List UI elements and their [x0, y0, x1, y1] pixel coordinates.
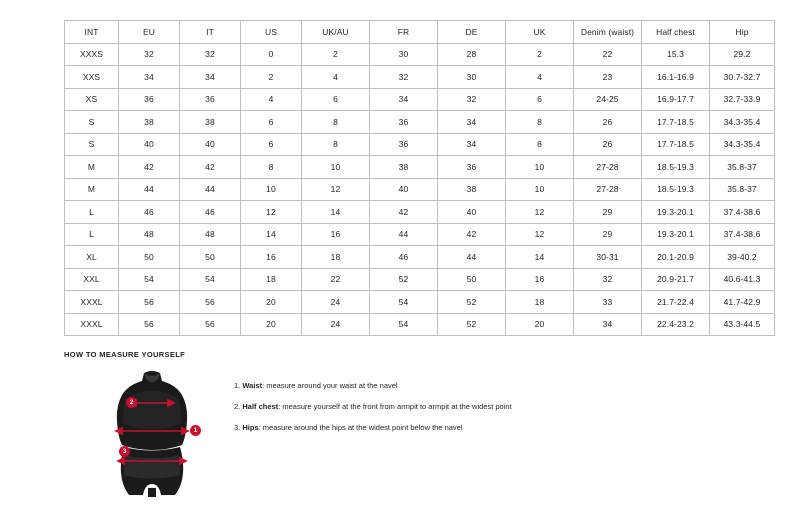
cell-int: M [65, 156, 119, 179]
cell-de: 40 [438, 201, 506, 224]
cell-uk: 4 [506, 66, 574, 89]
cell-it: 50 [180, 246, 241, 269]
column-header-it: IT [180, 21, 241, 44]
cell-fr: 54 [370, 291, 438, 314]
cell-hip: 37.4-38.6 [710, 223, 775, 246]
column-header-fr: FR [370, 21, 438, 44]
cell-it: 48 [180, 223, 241, 246]
cell-hip: 43.3-44.5 [710, 313, 775, 336]
cell-fr: 36 [370, 133, 438, 156]
cell-denim-waist: 34 [574, 313, 642, 336]
table-row [65, 88, 775, 111]
cell-uk: 14 [506, 246, 574, 269]
cell-hip: 34.3-35.4 [710, 111, 775, 134]
column-header-half-chest: Half chest [642, 21, 710, 44]
column-header-hip: Hip [710, 21, 775, 44]
cell-de: 44 [438, 246, 506, 269]
cell-half-chest: 18.5-19.3 [642, 156, 710, 179]
table-row [65, 223, 775, 246]
cell-fr: 44 [370, 223, 438, 246]
cell-fr: 32 [370, 66, 438, 89]
note-text: : measure around the hips at the widest point below the navel [258, 423, 463, 433]
cell-us: 14 [241, 223, 302, 246]
cell-us: 6 [241, 111, 302, 134]
cell-half-chest: 20.9-21.7 [642, 268, 710, 291]
cell-it: 54 [180, 268, 241, 291]
cell-int: XXS [65, 66, 119, 89]
cell-uk: 12 [506, 201, 574, 224]
cell-de: 30 [438, 66, 506, 89]
cell-denim-waist: 30-31 [574, 246, 642, 269]
cell-us: 4 [241, 88, 302, 111]
cell-int: L [65, 223, 119, 246]
note-term: Half chest [242, 402, 279, 412]
cell-int: S [65, 133, 119, 156]
cell-denim-waist: 23 [574, 66, 642, 89]
figure-badge-half-chest: 2 [126, 397, 137, 408]
cell-us: 20 [241, 313, 302, 336]
cell-denim-waist: 26 [574, 111, 642, 134]
cell-int: L [65, 201, 119, 224]
table-row [65, 291, 775, 314]
cell-us: 12 [241, 201, 302, 224]
cell-int: XXL [65, 268, 119, 291]
cell-us: 8 [241, 156, 302, 179]
cell-uk-au: 16 [302, 223, 370, 246]
cell-uk-au: 10 [302, 156, 370, 179]
cell-int: XL [65, 246, 119, 269]
cell-it: 46 [180, 201, 241, 224]
cell-us: 2 [241, 66, 302, 89]
column-header-denim-waist: Denim (waist) [574, 21, 642, 44]
cell-uk-au: 2 [302, 43, 370, 66]
cell-it: 44 [180, 178, 241, 201]
cell-uk: 16 [506, 268, 574, 291]
note-text: : measure around your waist at the navel [262, 381, 398, 390]
how-to-measure-title: HOW TO MEASURE YOURSELF [64, 350, 186, 359]
cell-eu: 54 [119, 268, 180, 291]
cell-us: 18 [241, 268, 302, 291]
measurement-notes [234, 369, 764, 444]
cell-half-chest: 16.1-16.9 [642, 66, 710, 89]
cell-fr: 40 [370, 178, 438, 201]
figure-badge-hips: 3 [119, 446, 130, 457]
cell-half-chest: 15.3 [642, 43, 710, 66]
cell-denim-waist: 27-28 [574, 178, 642, 201]
cell-de: 34 [438, 111, 506, 134]
cell-uk: 12 [506, 223, 574, 246]
cell-uk-au: 8 [302, 133, 370, 156]
note-waist [234, 381, 764, 391]
cell-eu: 40 [119, 133, 180, 156]
note-half-chest [234, 402, 764, 412]
cell-de: 38 [438, 178, 506, 201]
size-chart-container [64, 20, 761, 336]
cell-hip: 30.7-32.7 [710, 66, 775, 89]
cell-fr: 34 [370, 88, 438, 111]
cell-uk-au: 18 [302, 246, 370, 269]
cell-uk: 10 [506, 156, 574, 179]
cell-uk-au: 14 [302, 201, 370, 224]
cell-eu: 56 [119, 291, 180, 314]
table-row [65, 201, 775, 224]
cell-denim-waist: 29 [574, 223, 642, 246]
cell-hip: 29.2 [710, 43, 775, 66]
size-chart-table [64, 20, 775, 336]
cell-uk: 20 [506, 313, 574, 336]
cell-denim-waist: 27-28 [574, 156, 642, 179]
cell-eu: 36 [119, 88, 180, 111]
note-number: 1. [234, 381, 241, 390]
table-row [65, 178, 775, 201]
cell-de: 42 [438, 223, 506, 246]
cell-fr: 30 [370, 43, 438, 66]
table-row [65, 313, 775, 336]
cell-hip: 35.8-37 [710, 156, 775, 179]
figure-badge-waist: 1 [190, 425, 201, 436]
column-header-us: US [241, 21, 302, 44]
cell-fr: 54 [370, 313, 438, 336]
cell-de: 50 [438, 268, 506, 291]
cell-it: 34 [180, 66, 241, 89]
cell-it: 36 [180, 88, 241, 111]
cell-uk-au: 6 [302, 88, 370, 111]
cell-int: XXXL [65, 291, 119, 314]
cell-int: S [65, 111, 119, 134]
cell-de: 52 [438, 313, 506, 336]
column-header-de: DE [438, 21, 506, 44]
cell-eu: 46 [119, 201, 180, 224]
cell-uk: 8 [506, 133, 574, 156]
cell-int: XS [65, 88, 119, 111]
table-row [65, 43, 775, 66]
cell-hip: 34.3-35.4 [710, 133, 775, 156]
cell-int: M [65, 178, 119, 201]
cell-de: 28 [438, 43, 506, 66]
cell-uk: 8 [506, 111, 574, 134]
cell-eu: 48 [119, 223, 180, 246]
table-header [65, 21, 775, 44]
column-header-eu: EU [119, 21, 180, 44]
cell-eu: 56 [119, 313, 180, 336]
cell-fr: 46 [370, 246, 438, 269]
cell-uk-au: 12 [302, 178, 370, 201]
cell-us: 0 [241, 43, 302, 66]
measurement-figure [64, 369, 234, 499]
cell-uk: 6 [506, 88, 574, 111]
cell-fr: 52 [370, 268, 438, 291]
cell-hip: 41.7-42.9 [710, 291, 775, 314]
cell-half-chest: 17.7-18.5 [642, 111, 710, 134]
cell-it: 38 [180, 111, 241, 134]
cell-uk: 2 [506, 43, 574, 66]
cell-us: 16 [241, 246, 302, 269]
cell-uk-au: 24 [302, 313, 370, 336]
note-term: Waist [242, 381, 263, 390]
cell-denim-waist: 26 [574, 133, 642, 156]
cell-half-chest: 17.7-18.5 [642, 133, 710, 156]
cell-uk-au: 4 [302, 66, 370, 89]
table-row [65, 133, 775, 156]
cell-hip: 37.4-38.6 [710, 201, 775, 224]
cell-uk: 10 [506, 178, 574, 201]
cell-half-chest: 18.5-19.3 [642, 178, 710, 201]
cell-eu: 42 [119, 156, 180, 179]
table-row [65, 156, 775, 179]
cell-eu: 38 [119, 111, 180, 134]
how-to-measure-section [64, 350, 764, 499]
cell-it: 56 [180, 291, 241, 314]
cell-de: 34 [438, 133, 506, 156]
cell-int: XXXL [65, 313, 119, 336]
cell-it: 32 [180, 43, 241, 66]
cell-it: 42 [180, 156, 241, 179]
table-row [65, 66, 775, 89]
table-row [65, 246, 775, 269]
cell-denim-waist: 29 [574, 201, 642, 224]
table-row [65, 268, 775, 291]
how-to-measure-body [64, 369, 764, 499]
cell-fr: 38 [370, 156, 438, 179]
note-number: 2. [234, 402, 241, 412]
cell-eu: 50 [119, 246, 180, 269]
cell-half-chest: 22.4-23.2 [642, 313, 710, 336]
cell-hip: 32.7-33.9 [710, 88, 775, 111]
table-body [65, 43, 775, 336]
cell-fr: 42 [370, 201, 438, 224]
cell-hip: 40.6-41.3 [710, 268, 775, 291]
cell-us: 20 [241, 291, 302, 314]
cell-it: 40 [180, 133, 241, 156]
cell-half-chest: 21.7-22.4 [642, 291, 710, 314]
cell-denim-waist: 33 [574, 291, 642, 314]
cell-us: 10 [241, 178, 302, 201]
cell-it: 56 [180, 313, 241, 336]
cell-eu: 34 [119, 66, 180, 89]
cell-uk-au: 24 [302, 291, 370, 314]
note-number: 3. [234, 423, 241, 433]
note-term: Hips [242, 423, 259, 433]
cell-half-chest: 19.3-20.1 [642, 223, 710, 246]
cell-us: 6 [241, 133, 302, 156]
cell-uk: 18 [506, 291, 574, 314]
cell-uk-au: 8 [302, 111, 370, 134]
cell-half-chest: 16.9-17.7 [642, 88, 710, 111]
cell-hip: 39-40.2 [710, 246, 775, 269]
cell-de: 36 [438, 156, 506, 179]
column-header-uk-au: UK/AU [302, 21, 370, 44]
note-text: : measure yourself at the front from armpit to armpit at the widest point [278, 402, 512, 412]
cell-fr: 36 [370, 111, 438, 134]
cell-de: 32 [438, 88, 506, 111]
cell-de: 52 [438, 291, 506, 314]
cell-denim-waist: 24-25 [574, 88, 642, 111]
column-header-uk: UK [506, 21, 574, 44]
cell-half-chest: 20.1-20.9 [642, 246, 710, 269]
cell-hip: 35.8-37 [710, 178, 775, 201]
table-row [65, 111, 775, 134]
note-hips [234, 423, 764, 433]
column-header-int: INT [65, 21, 119, 44]
cell-denim-waist: 22 [574, 43, 642, 66]
cell-half-chest: 19.3-20.1 [642, 201, 710, 224]
table-header-row [65, 21, 775, 44]
cell-int: XXXS [65, 43, 119, 66]
cell-uk-au: 22 [302, 268, 370, 291]
cell-eu: 44 [119, 178, 180, 201]
cell-eu: 32 [119, 43, 180, 66]
cell-denim-waist: 32 [574, 268, 642, 291]
